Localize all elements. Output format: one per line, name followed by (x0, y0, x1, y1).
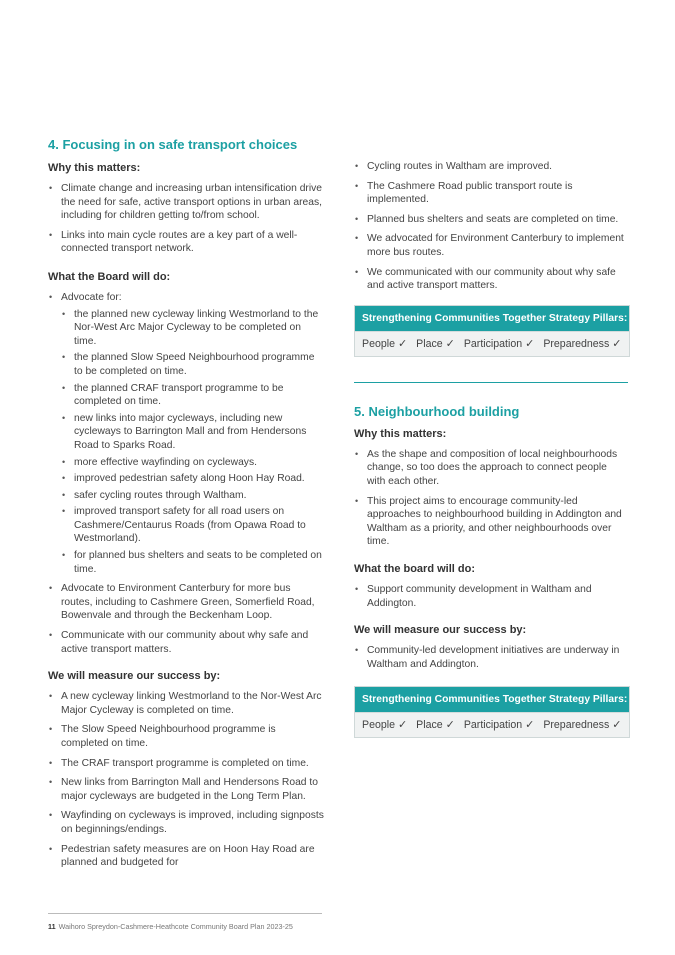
strategy-pillars-box (354, 305, 630, 357)
list-item: • Climate change and increasing urban intensification drive the need for safe, active transport options in urban areas, including for children getting to/from school. (48, 182, 324, 223)
check-icon: ✓ (612, 719, 622, 732)
list-item: • This project aims to encourage community-led approaches to neighbourhood building in Addington and Waltham as a priority, and other neighbourhoods over time. (354, 495, 628, 549)
list-item: • A new cycleway linking Westmorland to the Nor-West Arc Major Cycleway is completed on time. (48, 690, 324, 717)
check-icon: ✓ (398, 337, 408, 350)
success-heading: We will measure our success by: (48, 670, 221, 683)
list-item: • more effective wayfinding on cycleways. (61, 456, 324, 470)
pillar-people: People ✓ (362, 337, 408, 350)
check-icon: ✓ (445, 337, 455, 350)
pillar-place: Place ✓ (416, 337, 455, 350)
pillar-preparedness: Preparedness ✓ (543, 719, 622, 732)
list-item: • We communicated with our community about why safe and active transport matters. (354, 266, 628, 293)
board-will-do-list (354, 583, 628, 610)
page-number: 11 (48, 922, 56, 931)
why-matters-list (48, 182, 324, 256)
footer-divider (48, 913, 322, 914)
list-item: • the planned Slow Speed Neighbourhood programme to be completed on time. (61, 351, 324, 378)
success-list-continued (354, 160, 628, 293)
strategy-pillars-title: Strengthening Communities Together Strategy Pillars: (355, 687, 629, 712)
list-item: • new links into major cycleways, including new cycleways to Barrington Mall and from Hendersons Road to Sparks Road. (61, 412, 324, 453)
check-icon: ✓ (612, 337, 622, 350)
why-matters-heading: Why this matters: (48, 162, 141, 174)
why-matters-heading: Why this matters: (354, 427, 447, 440)
pillar-participation: Participation ✓ (463, 337, 535, 350)
page-footer (48, 922, 293, 931)
section-divider (354, 382, 628, 383)
list-item (48, 291, 324, 576)
list-item: • Cycling routes in Waltham are improved. (354, 160, 628, 174)
list-item: • Wayfinding on cycleways is improved, including signposts on beginnings/endings. (48, 809, 324, 836)
section-4-heading: 4. Focusing in on safe transport choices (48, 137, 298, 152)
success-heading: We will measure our success by: (354, 624, 527, 637)
list-item: • safer cycling routes through Waltham. (61, 489, 324, 503)
list-item: • The Cashmere Road public transport route is implemented. (354, 180, 628, 207)
list-item: • As the shape and composition of local neighbourhoods change, so too does the approach to connect people with each other. (354, 448, 628, 489)
list-item: • The CRAF transport programme is completed on time. (48, 757, 324, 771)
left-column (48, 136, 324, 870)
list-item: • Advocate to Environment Canterbury for more bus routes, including to Cashmere Green, Somerfield Road, Bowenvale and through the Beckenham Loop. (48, 582, 324, 623)
list-item: • Community-led development initiatives are underway in Waltham and Addington. (354, 644, 628, 671)
pillar-preparedness: Preparedness ✓ (543, 337, 622, 350)
check-icon: ✓ (398, 719, 408, 732)
advocate-label: Advocate for: (61, 291, 122, 303)
list-item: • improved pedestrian safety along Hoon Hay Road. (61, 472, 324, 486)
strategy-pillars-box (354, 686, 630, 738)
success-list (354, 644, 628, 671)
list-item: • for planned bus shelters and seats to be completed on time. (61, 549, 324, 576)
list-item: • New links from Barrington Mall and Hendersons Road to major cycleways are budgeted in the Long Term Plan. (48, 776, 324, 803)
board-will-do-heading: What the Board will do: (48, 270, 171, 283)
list-item: • Pedestrian safety measures are on Hoon Hay Road are planned and budgeted for (48, 843, 324, 870)
list-item: • Planned bus shelters and seats are completed on time. (354, 213, 628, 227)
check-icon: ✓ (525, 337, 535, 350)
list-item: • We advocated for Environment Canterbury to implement more bus routes. (354, 232, 628, 259)
success-list (48, 690, 324, 870)
strategy-pillars-title: Strengthening Communities Together Strategy Pillars: (355, 306, 629, 331)
list-item: • Communicate with our community about why safe and active transport matters. (48, 629, 324, 656)
check-icon: ✓ (525, 719, 535, 732)
board-will-do-list (48, 291, 324, 656)
list-item: • the planned new cycleway linking Westmorland to the Nor-West Arc Major Cycleway to be completed on time. (61, 308, 324, 349)
section-5-heading: 5. Neighbourhood building (354, 403, 520, 419)
right-column (354, 160, 628, 738)
strategy-pillars-list (355, 712, 629, 737)
list-item: • Support community development in Waltham and Addington. (354, 583, 628, 610)
why-matters-list (354, 448, 628, 549)
pillar-participation: Participation ✓ (463, 719, 535, 732)
list-item: • improved transport safety for all road users on Cashmere/Centaurus Roads (from Opawa Road to Westmorland). (61, 505, 324, 546)
list-item: • The Slow Speed Neighbourhood programme is completed on time. (48, 723, 324, 750)
list-item: • Links into main cycle routes are a key part of a well-connected transport network. (48, 229, 324, 256)
board-will-do-heading: What the board will do: (354, 562, 475, 575)
list-item: • the planned CRAF transport programme to be completed on time. (61, 382, 324, 409)
footer-text: Waihoro Spreydon-Cashmere-Heathcote Community Board Plan 2023-25 (58, 922, 293, 931)
pillar-people: People ✓ (362, 719, 408, 732)
advocate-sublist (61, 308, 324, 577)
strategy-pillars-list (355, 331, 629, 356)
check-icon: ✓ (445, 719, 455, 732)
pillar-place: Place ✓ (416, 719, 455, 732)
